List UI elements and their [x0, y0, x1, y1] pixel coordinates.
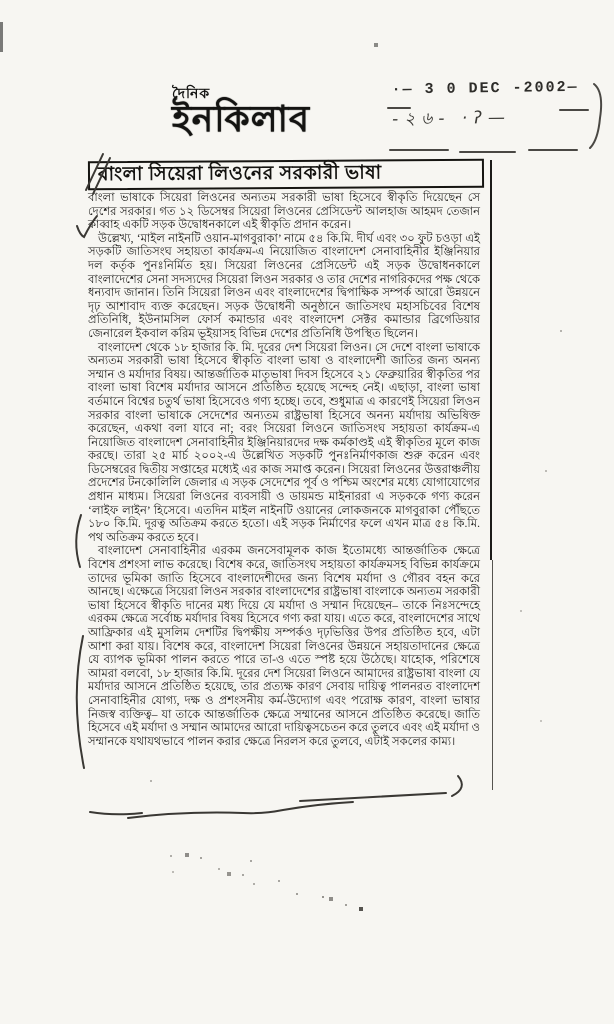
- article-body: [88, 192, 480, 749]
- scan-edge-artifact: [0, 22, 3, 52]
- article-paragraph: উল্লেখ্য, ‘মাইল নাইনটি ওয়ান-মাগবুরাকা’ নামে ৫৪ কি.মি. দীর্ঘ এবং ৩০ ফুট চওড়া এই সড়কটি জাতিসংঘ সহায়তা কার্যক্রম-এ নিয়োজিত বাংলাদেশ সেনাবাহিনীর ইঞ্জিনিয়ার দল কর্তৃক পুনঃনির্মিত হয়। সিয়েরা লিওনের প্রেসিডেন্ট এই সড়ক উদ্বোধনকালে বাংলাদেশের সেনা সদস্যদের সিয়েরা লিওন সরকার ও তার দেশের নাগরিকদের পক্ষ থেকে ধন্যবাদ জানান। তিনি সিয়েরা লিওন এবং বাংলাদেশের দ্বিপাক্ষিক সম্পর্ক আরো উন্নয়নে দৃঢ় আশাবাদ ব্যক্ত করেছেন। সড়ক উদ্বোধনী অনুষ্ঠানে জাতিসংঘ মহাসচিবের বিশেষ প্রতিনিধি, ইউনামসিল ফোর্স কমান্ডার এবং বাংলাদেশ সেক্টর কমান্ডার ব্রিগেডিয়ার জেনারেল ইকবাল করিম ভূইয়াসহ বিভিন্ন দেশের প্রতিনিধি উপস্থিত ছিলেন।: [88, 232, 480, 340]
- date-stamp-date: ·— 3 0 DEC -2002—: [391, 78, 579, 99]
- scan-noise-specks: [0, 0, 2, 2]
- margin-brace-upper: [76, 515, 81, 567]
- underline-last-line: [300, 793, 446, 801]
- end-underline-scribble: [128, 802, 353, 818]
- handwritten-number: -২৬-: [391, 108, 451, 130]
- closing-word-mark: [90, 812, 142, 814]
- newspaper-masthead: [172, 86, 310, 138]
- date-stamp-handwritten: [392, 104, 602, 135]
- article-paragraph: বাংলাদেশ সেনাবাহিনীর এরকম জনসেবামূলক কাজ ইতোমধ্যে আন্তর্জাতিক ক্ষেত্রে বিশেষ প্রশংসা লাভ করেছে। বিশেষ করে, জাতিসংঘ সহায়তা কার্যক্রমসহ বিভিন্ন কার্যক্রমে তাদের ভূমিকা জাতি হিসেবে বাংলাদেশীদের জন্য বিশেষ মর্যাদা ও গৌরব বহন করে আনছে। এক্ষেত্রে সিয়েরা লিওন সরকার বাংলাদেশের রাষ্ট্রভাষা বাংলাকে অন্যতম সরকারী ভাষা হিসেবে স্বীকৃতি দানের মধ্য দিয়ে যে মর্যাদা ও সম্মান দিয়েছেন– তাকে নিঃসন্দেহে এরকম ক্ষেত্রে সর্বোচ্চ মর্যাদার বিষয় হিসেবে গণ্য করা যায়। এতে করে, বাংলাদেশের সাথে আফ্রিকার এই মুসলিম দেশটির দ্বিপক্ষীয় সম্পর্কও দৃঢ়ভিত্তির উপর প্রতিষ্ঠিত হবে, এটা আশা করা যায়। বিশেষ করে, বাংলাদেশ সিয়েরা লিওনের উন্নয়নে সহায়তাদানের ক্ষেত্রে যে ব্যাপক ভূমিকা পালন করতে পারে তা-ও এতে স্পষ্ট হয়ে উঠেছে। যাহোক, পরিশেষে আমরা বলবো, ১৮ হাজার কি.মি. দূরের দেশ সিয়েরা লিওনে আমাদের রাষ্ট্রভাষা বাংলা যে মর্যাদার আসনে প্রতিষ্ঠিত হয়েছে, তার প্রত্যক্ষ কারণ সেবায় দায়িত্ব পালনরত বাংলাদেশ সেনাবাহিনীর যোগ্য, দক্ষ ও প্রশংসনীয় কর্ম-উদ্যোগ এবং পরোক্ষ কারণ, বাংলা ভাষার নিজস্ব ব্যক্তিত্ব– যা তাকে আন্তর্জাতিক ক্ষেত্রে সম্মানের আসনে প্রতিষ্ঠিত করেছে। জাতি হিসেবে এই মর্যাদা ও সম্মান আমাদের আরো দায়িত্বসচেতন করে তুলবে এবং এই মর্যাদা ও সম্মানকে যথাযথভাবে পালন করার ক্ষেত্রে নিরলস করে তুলবে, এটাই সকলের কাম্য।: [88, 545, 480, 748]
- closing-curl: [452, 776, 462, 796]
- clipping-right-border-faint: [492, 560, 493, 790]
- date-stamp: [392, 79, 603, 154]
- article-paragraph: বাংলাদেশ থেকে ১৮ হাজার কি. মি. দূরের দেশ সিয়েরা লিওন। সে দেশে বাংলা ভাষাকে অন্যতম সরকারী ভাষা হিসেবে স্বীকৃতি বাংলা ভাষা ও বাংলাদেশী জাতির জন্য অনন্য সম্মান ও মর্যাদার বিষয়। আন্তর্জাতিক মাতৃভাষা দিবস হিসেবে ২১ ফেব্রুয়ারির স্বীকৃতির পর বাংলা ভাষা বিশেষ মর্যাদার আসনে প্রতিষ্ঠিত হয়েছে সন্দেহ নেই। এছাড়া, বাংলা ভাষা বর্তমানে বিশ্বের চতুর্থ ভাষা হিসেবেও গণ্য হচ্ছে। তবে, শুধুমাত্র এ কারণেই সিয়েরা লিওন সরকার বাংলা ভাষাকে সেদেশের অন্যতম রাষ্ট্রভাষা হিসেবে অনন্য মর্যাদায় অভিষিক্ত করেছেন, একথা বলা যাবে না; বরং সিয়েরা লিওনে জাতিসংঘ সহায়তা কার্যক্রম-এ নিয়োজিত বাংলাদেশ সেনাবাহিনীর ইঞ্জিনিয়ারদের দক্ষ কর্মকাণ্ডই এই স্বীকৃতির মূলে কাজ করছে। তারা ২৫ মার্চ ২০০২-এ উল্লেখিত সড়কটি পুনঃনির্মাণকাজ শুরু করেন এবং ডিসেম্বরের দ্বিতীয় সপ্তাহের মধ্যেই এর কাজ সমাপ্ত করেন। সিয়েরা লিওনের উত্তরাঞ্চলীয় প্রদেশের টনকোলিলি জেলার এ সড়ক সেদেশের পূর্ব ও পশ্চিম অংশের মধ্যে যোগাযোগের প্রধান মাধ্যম। সিয়েরা লিওনের ব্যবসায়ী ও ডায়মন্ড মাইনাররা এ সড়ককে গণ্য করেন ‘লাইফ লাইন’ হিসেবে। এতদিন মাইল নাইনটি ওয়ানের লোকজনকে মাগবুরাকা পৌঁছতে ১৮০ কি.মি. দূরত্ব অতিক্রম করতে হতো। এই সড়ক নির্মাণের ফলে এখন মাত্র ৫৪ কি.মি. পথ অতিক্রম করতে হবে।: [88, 341, 480, 544]
- clipping-right-border: [490, 160, 492, 560]
- masthead-pre-title: দৈনিক: [172, 85, 211, 101]
- margin-brace-lower: [77, 636, 84, 768]
- article-clipping: [88, 160, 480, 749]
- handwritten-mark: ·ʔ—: [461, 107, 512, 129]
- article-paragraph: বাংলা ভাষাকে সিয়েরা লিওনের অন্যতম সরকারী ভাষা হিসেবে স্বীকৃতি দিয়েছেন সে দেশের সরকার। গত ১২ ডিসেম্বর সিয়েরা লিওনের প্রেসিডেন্ট আলহাজ আহমদ তেজান কাব্বাহ একটি সড়ক উদ্বোধনকালে এই স্বীকৃতি প্রদান করেন।: [88, 192, 480, 232]
- headline-box: [88, 159, 484, 190]
- masthead-title: ইনকিলাব: [172, 98, 310, 139]
- article-headline: বাংলা সিয়েরা লিওনের সরকারী ভাষা: [97, 162, 382, 186]
